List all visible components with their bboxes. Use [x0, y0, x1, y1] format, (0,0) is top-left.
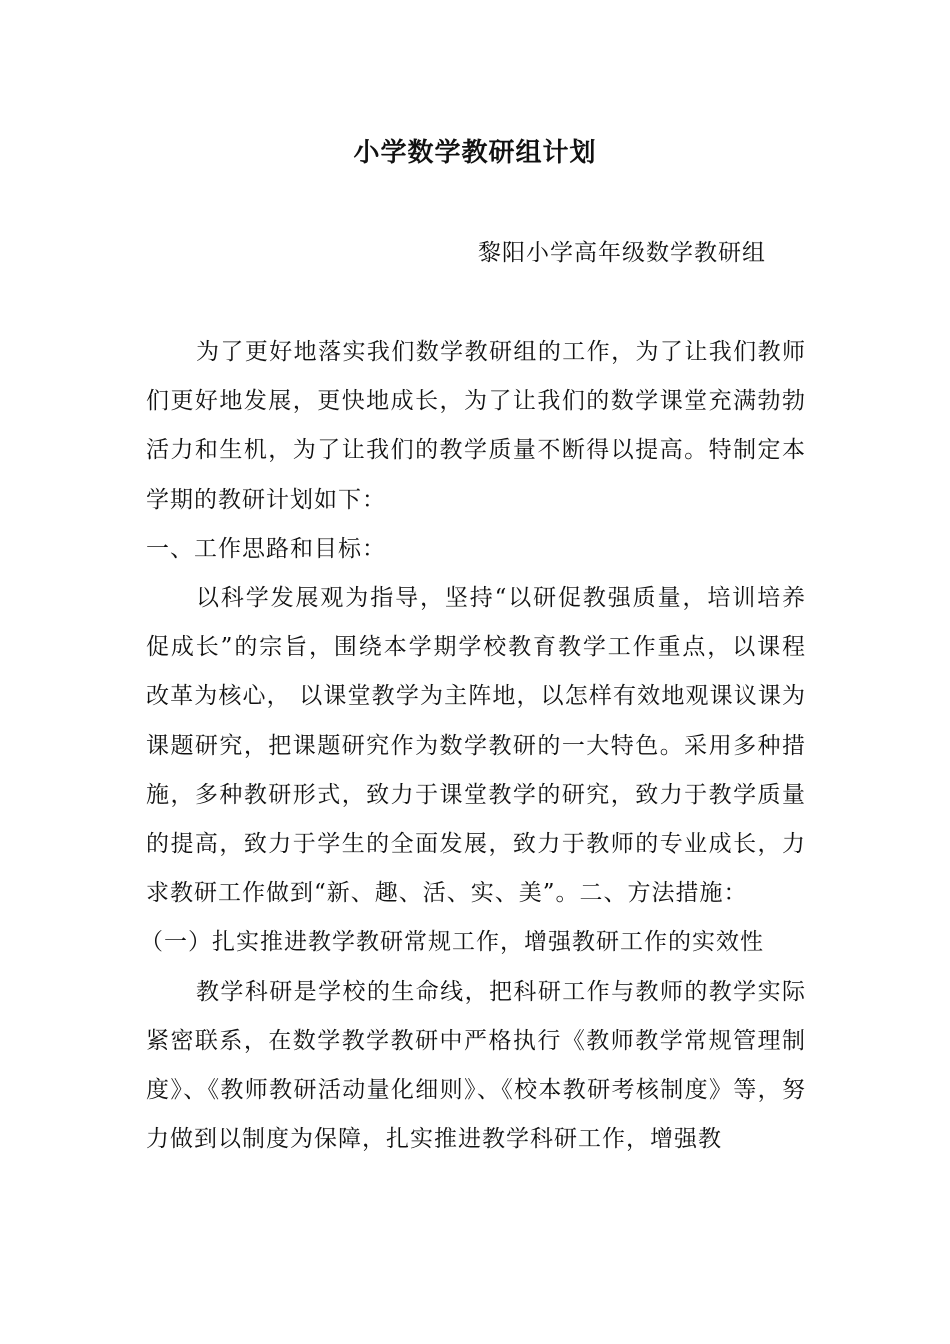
document-author: 黎阳小学高年级数学教研组: [478, 240, 766, 266]
teaching-research-paragraph: 教学科研是学校的生命线，把科研工作与教师的教学实际紧密联系，在数学教学教研中严格执行《教师教学常规管理制度》、《教师教研活动量化细则》、《校本教研考核制度》等，努力做到以制度为保障，扎实推进教学科研工作，增强教: [146, 978, 806, 1153]
work-goals-paragraph: 以科学发展观为指导，坚持“以研促教强质量，培训培养促成长”的宗旨，围绕本学期学校教育教学工作重点，以课程改革为核心， 以课堂教学为主阵地，以怎样有效地观课议课为课题研究，把课题研究作为数学教研的一大特色。采用多种措施，多种教研形式，致力于课堂教学的研究，致力于教学质量的提高，致力于学生的全面发展，致力于教师的专业成长，力求教研工作做到“新、趣、活、实、美”。二、方法措施：: [146, 585, 806, 907]
section-heading-1: 一、工作思路和目标：: [146, 535, 386, 562]
intro-paragraph: 为了更好地落实我们数学教研组的工作，为了让我们教师们更好地发展，更快地成长，为了让我们的数学课堂充满勃勃活力和生机，为了让我们的教学质量不断得以提高。特制定本学期的教研计划如下：: [146, 339, 806, 513]
document-body: [140, 328, 806, 1164]
subsection-heading-1: （一）扎实推进教学教研常规工作，增强教研工作的实效性: [140, 929, 764, 956]
document-title: 小学数学教研组计划: [353, 138, 597, 168]
